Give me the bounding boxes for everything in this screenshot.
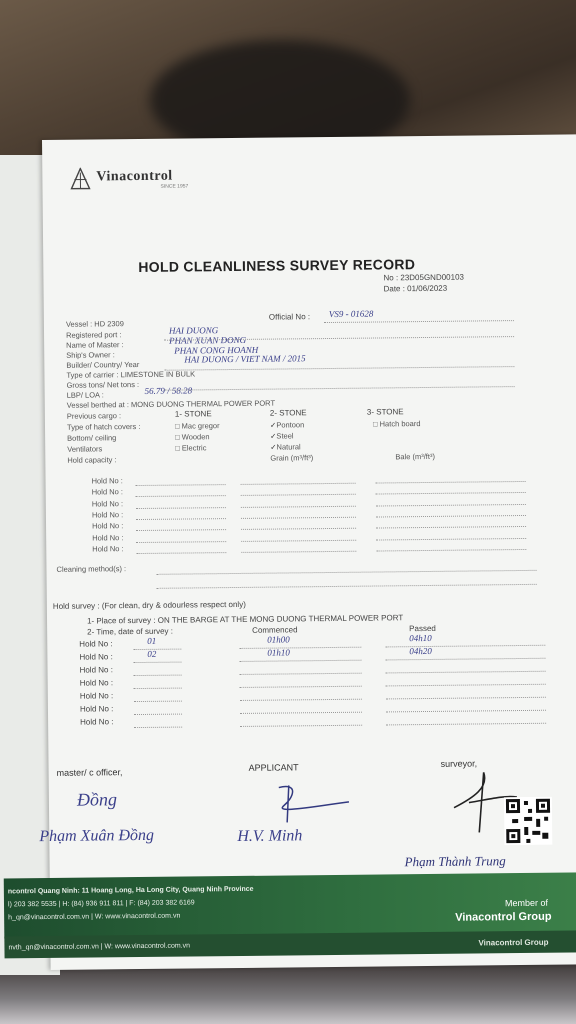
capacity-line	[241, 493, 356, 496]
capacity-line	[136, 517, 226, 520]
capacity-line	[136, 506, 226, 509]
cargo-1: 1- STONE	[174, 409, 212, 419]
capacity-label: Hold capacity :	[67, 455, 117, 465]
survey-line	[134, 700, 182, 703]
bottom-opt-steel: Steel	[276, 431, 294, 441]
bottom-label: Bottom/ ceiling	[67, 433, 117, 443]
master-value: PHAN XUAN DONG	[169, 334, 247, 346]
capacity-line	[241, 504, 356, 507]
survey-hold-number: 02	[147, 648, 157, 659]
survey-line	[240, 724, 362, 727]
surveyor-label: surveyor,	[440, 758, 478, 769]
capacity-line	[376, 548, 526, 552]
applicant-label: APPLICANT	[248, 762, 299, 773]
surveyor-name: Phạm Thành Trung	[404, 853, 506, 870]
vent-opt-electric: Electric	[181, 443, 207, 453]
lbp-value: 56.79 / 58.28	[144, 385, 193, 396]
cargo-3: 3- STONE	[366, 407, 404, 417]
survey-hold-number: 01	[147, 635, 157, 646]
vent-opt-natural: Natural	[276, 442, 301, 452]
survey-document	[7, 134, 576, 970]
capacity-line	[136, 551, 226, 554]
capacity-line	[136, 494, 226, 497]
capacity-line	[376, 525, 526, 529]
cleaning-line	[157, 583, 537, 589]
survey-hold-label: Hold No :	[79, 665, 113, 675]
capacity-hold-label: Hold No :	[91, 487, 124, 497]
document-number: No : 23D05GND00103	[383, 272, 465, 283]
applicant-name: H.V. Minh	[237, 827, 303, 845]
survey-hold-label: Hold No :	[79, 691, 114, 701]
checkbox-icon: □	[372, 419, 380, 429]
capacity-line	[376, 503, 526, 507]
owner-label: Ship's Owner :	[66, 350, 115, 360]
hatch-covers-label: Type of hatch covers :	[66, 421, 141, 432]
checkmark-icon: ✓	[270, 442, 277, 452]
builder-value: HAI DUONG / VIET NAM / 2015	[184, 353, 306, 365]
survey-line	[240, 711, 362, 714]
survey-line	[134, 687, 182, 690]
capacity-line	[241, 538, 356, 541]
survey-hold-label: Hold No :	[79, 639, 113, 649]
survey-line	[133, 661, 181, 664]
master-officer-label: master/ c officer,	[56, 767, 123, 778]
lbp-label: LBP/ LOA :	[66, 390, 104, 400]
registered-port-label: Registered port :	[65, 330, 122, 340]
previous-cargo-label: Previous cargo :	[66, 411, 122, 421]
capacity-hold-label: Hold No :	[92, 543, 124, 554]
survey-line	[134, 713, 182, 716]
capacity-line	[376, 514, 526, 518]
capacity-hold-label: Hold No :	[91, 498, 124, 509]
capacity-line	[136, 483, 226, 486]
builder-label: Builder/ Country/ Year	[66, 359, 140, 370]
survey-commenced-time: 01h00	[267, 634, 290, 645]
checkmark-icon: ✓	[270, 431, 277, 441]
passed-label: Passed	[409, 623, 436, 634]
checkbox-icon: □	[174, 421, 182, 431]
berthed-at: Vessel berthed at : MONG DUONG THERMAL POWER PORT	[66, 398, 276, 410]
cargo-2: 2- STONE	[269, 408, 307, 418]
cleaning-line	[157, 569, 537, 575]
capacity-line	[376, 480, 526, 484]
qr-code-icon	[504, 797, 553, 846]
survey-line	[386, 709, 546, 713]
official-no-label: Official No :	[268, 312, 311, 322]
capacity-line	[241, 527, 356, 530]
survey-heading: Hold survey : (For clean, dry & odourless respect only)	[52, 599, 246, 611]
survey-hold-label: Hold No :	[79, 652, 113, 662]
master-signature: Đồng	[76, 789, 118, 810]
bale-label: Bale (m³/ft³)	[395, 451, 435, 462]
official-no-value: VS9 - 01628	[328, 308, 374, 320]
document-title: HOLD CLEANLINESS SURVEY RECORD	[138, 256, 416, 275]
survey-line	[386, 683, 546, 687]
survey-line	[240, 685, 362, 688]
survey-line	[386, 670, 546, 674]
capacity-hold-label: Hold No :	[92, 532, 124, 542]
capacity-line	[136, 540, 226, 543]
checkbox-icon: □	[175, 432, 182, 442]
master-name: Phạm Xuân Đồng	[39, 826, 155, 846]
survey-line	[239, 659, 361, 662]
survey-hold-label: Hold No :	[80, 717, 114, 727]
commenced-label: Commenced	[252, 625, 298, 635]
survey-line	[386, 696, 546, 700]
hatch-opt-pontoon: Pontoon	[276, 420, 305, 430]
capacity-line	[136, 528, 226, 531]
survey-line	[133, 648, 181, 651]
vessel-label: Vessel : HD 2309	[65, 319, 124, 329]
survey-passed-time: 04h20	[409, 645, 432, 657]
capacity-line	[241, 550, 356, 553]
bottom-opt-wooden: Wooden	[181, 432, 210, 442]
grain-label: Grain (m³/ft³)	[270, 453, 314, 463]
survey-line	[240, 698, 362, 701]
survey-line	[240, 672, 362, 675]
survey-place: 1- Place of survey : ON THE BARGE AT THE MONG DUONG THERMAL POWER PORT	[86, 613, 404, 626]
survey-commenced-time: 01h10	[267, 647, 290, 658]
footer-address: ncontrol Quang Ninh: 11 Hoang Long, Ha Long City, Quang Ninh Province	[7, 885, 254, 896]
info-line	[164, 365, 514, 371]
member-of: Member of	[504, 897, 549, 909]
background-bottom	[0, 960, 576, 1024]
survey-time: 2- Time, date of survey :	[87, 626, 174, 637]
checkmark-icon: ✓	[269, 420, 277, 430]
info-line	[165, 385, 515, 391]
carrier-type: Type of carrier : LIMESTONE IN BULK	[66, 369, 196, 380]
survey-line	[385, 657, 545, 661]
capacity-line	[376, 536, 526, 540]
footer-email: h_qn@vinacontrol.com.vn | W: www.vinacontrol.com.vn	[8, 912, 181, 922]
survey-line	[134, 674, 182, 677]
capacity-line	[241, 516, 356, 519]
survey-hold-label: Hold No :	[79, 704, 114, 714]
vinacontrol-logo-icon	[70, 167, 90, 189]
registered-port-value: HAI DUONG	[168, 325, 219, 336]
gross-tons: Gross tons/ Net tons :	[66, 379, 140, 390]
document-date: Date : 01/06/2023	[383, 283, 448, 294]
capacity-hold-label: Hold No :	[91, 510, 124, 520]
capacity-hold-label: Hold No :	[91, 521, 124, 531]
cleaning-method-label: Cleaning method(s) :	[56, 564, 127, 574]
vent-label: Ventilators	[67, 444, 103, 454]
owner-value: PHAN CONG HOANH	[174, 344, 259, 356]
capacity-line	[241, 482, 356, 485]
official-no-line	[324, 319, 514, 323]
capacity-line	[376, 491, 526, 495]
hatch-opt-macgregor: Mac gregor	[181, 421, 220, 431]
applicant-signature	[259, 777, 360, 828]
survey-line	[134, 726, 182, 729]
master-label: Name of Master :	[66, 340, 124, 350]
brand-tagline: SINCE 1957	[160, 183, 189, 190]
survey-passed-time: 04h10	[409, 632, 432, 644]
capacity-hold-label: Hold No :	[91, 476, 123, 486]
footer-phone: l) 203 382 5535 | H: (84) 936 911 811 | F: (84) 203 382 6169	[7, 899, 195, 909]
brand-name: Vinacontrol	[96, 168, 173, 185]
vinacontrol-group-partial: Vinacontrol Group	[478, 937, 549, 948]
hatch-opt-hatchboard: Hatch board	[379, 419, 421, 429]
survey-hold-label: Hold No :	[79, 678, 114, 688]
survey-line	[239, 646, 361, 649]
vinacontrol-group: Vinacontrol Group	[455, 910, 552, 924]
footer-email-2: nvth_qn@vinacontrol.com.vn | W: www.vinacontrol.com.vn	[8, 942, 191, 952]
survey-line	[386, 722, 546, 726]
checkbox-icon: □	[175, 443, 182, 453]
